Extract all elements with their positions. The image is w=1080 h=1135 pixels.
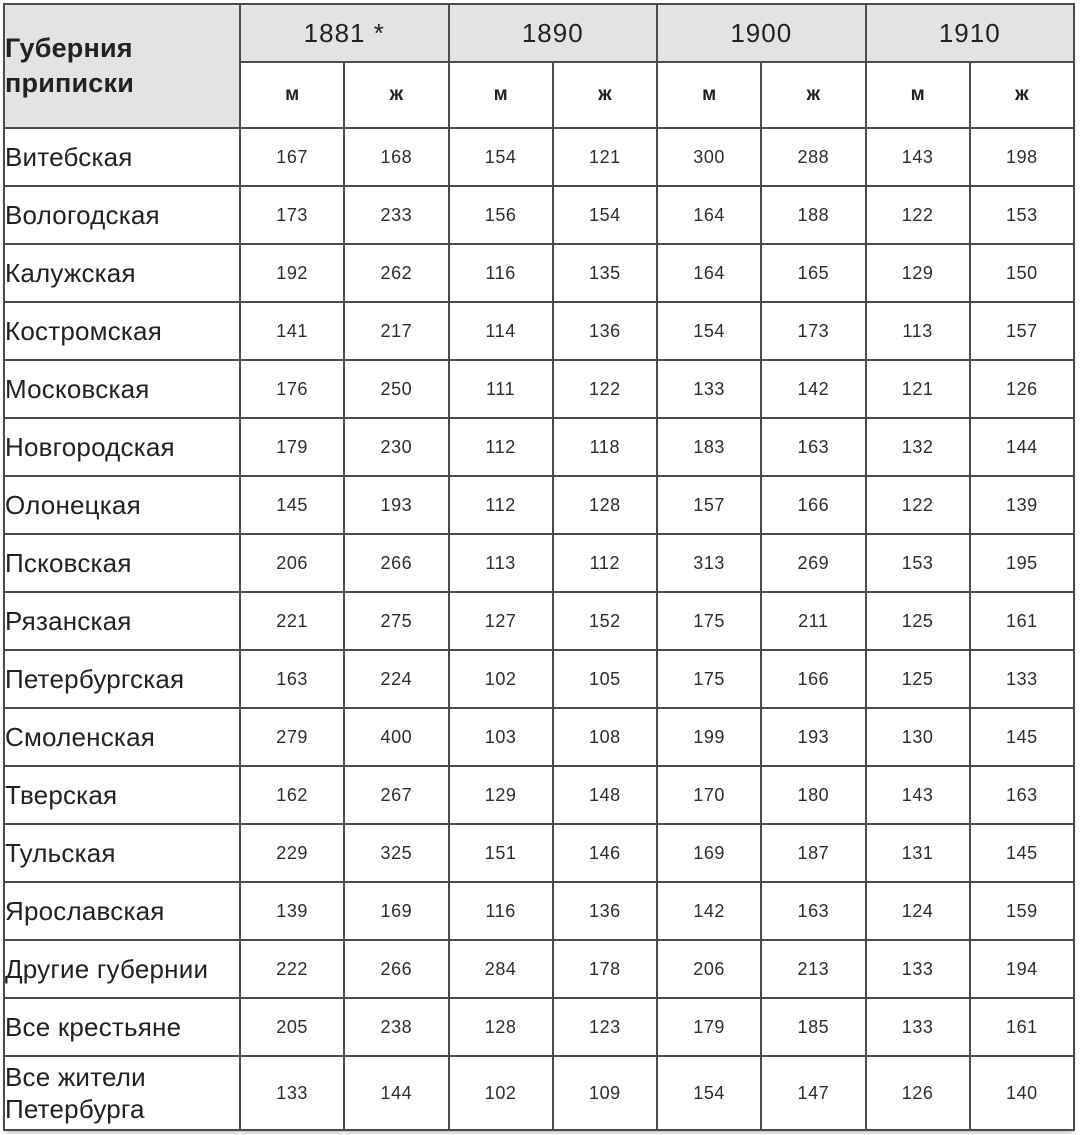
value-cell: 325 [344,824,448,882]
table-row [4,940,1074,998]
value-cell: 163 [970,766,1074,824]
value-cell: 206 [240,534,344,592]
value-cell: 193 [761,708,865,766]
table-row [4,302,1074,360]
value-cell: 102 [449,1056,553,1130]
value-cell: 211 [761,592,865,650]
value-cell: 143 [866,128,970,186]
guberniya-statistics-table [3,3,1075,1131]
value-cell: 205 [240,998,344,1056]
value-cell: 153 [970,186,1074,244]
year-header-1890: 1890 [449,4,658,62]
table-row [4,418,1074,476]
value-cell: 111 [449,360,553,418]
subheader-male-1910: м [866,62,970,128]
value-cell: 145 [970,708,1074,766]
value-cell: 166 [761,650,865,708]
value-cell: 206 [657,940,761,998]
value-cell: 193 [344,476,448,534]
value-cell: 198 [970,128,1074,186]
value-cell: 175 [657,592,761,650]
value-cell: 179 [657,998,761,1056]
value-cell: 153 [866,534,970,592]
value-cell: 112 [553,534,657,592]
value-cell: 157 [657,476,761,534]
value-cell: 288 [761,128,865,186]
row-label: Витебская [4,128,240,186]
value-cell: 250 [344,360,448,418]
value-cell: 194 [970,940,1074,998]
value-cell: 105 [553,650,657,708]
value-cell: 199 [657,708,761,766]
value-cell: 266 [344,534,448,592]
value-cell: 129 [866,244,970,302]
table-body [4,128,1074,1130]
row-label: Костромская [4,302,240,360]
table-row [4,766,1074,824]
value-cell: 195 [970,534,1074,592]
value-cell: 113 [449,534,553,592]
value-cell: 112 [449,418,553,476]
row-label: Смоленская [4,708,240,766]
value-cell: 157 [970,302,1074,360]
value-cell: 224 [344,650,448,708]
value-cell: 133 [866,998,970,1056]
value-cell: 173 [761,302,865,360]
value-cell: 135 [553,244,657,302]
value-cell: 129 [449,766,553,824]
value-cell: 161 [970,592,1074,650]
value-cell: 279 [240,708,344,766]
year-header-1900: 1900 [657,4,866,62]
row-label: Калужская [4,244,240,302]
value-cell: 161 [970,998,1074,1056]
value-cell: 217 [344,302,448,360]
row-label: Вологодская [4,186,240,244]
value-cell: 269 [761,534,865,592]
subheader-male-1900: м [657,62,761,128]
table-row [4,476,1074,534]
row-label: Псковская [4,534,240,592]
value-cell: 176 [240,360,344,418]
value-cell: 122 [553,360,657,418]
value-cell: 145 [240,476,344,534]
subheader-female-1890: ж [553,62,657,128]
table-row [4,360,1074,418]
value-cell: 154 [449,128,553,186]
value-cell: 165 [761,244,865,302]
value-cell: 147 [761,1056,865,1130]
value-cell: 185 [761,998,865,1056]
table-row [4,708,1074,766]
row-label: Рязанская [4,592,240,650]
value-cell: 142 [761,360,865,418]
value-cell: 136 [553,302,657,360]
row-label: Новгородская [4,418,240,476]
value-cell: 169 [344,882,448,940]
value-cell: 164 [657,244,761,302]
value-cell: 126 [866,1056,970,1130]
table-row [4,824,1074,882]
value-cell: 300 [657,128,761,186]
value-cell: 192 [240,244,344,302]
value-cell: 124 [866,882,970,940]
row-label: Петербургская [4,650,240,708]
row-label: Олонецкая [4,476,240,534]
value-cell: 128 [449,998,553,1056]
value-cell: 133 [240,1056,344,1130]
value-cell: 180 [761,766,865,824]
value-cell: 139 [240,882,344,940]
value-cell: 108 [553,708,657,766]
value-cell: 113 [866,302,970,360]
value-cell: 151 [449,824,553,882]
value-cell: 178 [553,940,657,998]
value-cell: 103 [449,708,553,766]
value-cell: 183 [657,418,761,476]
value-cell: 142 [657,882,761,940]
value-cell: 122 [866,186,970,244]
value-cell: 122 [866,476,970,534]
value-cell: 145 [970,824,1074,882]
value-cell: 148 [553,766,657,824]
value-cell: 154 [657,302,761,360]
row-label: Ярославская [4,882,240,940]
table-header [4,4,1074,128]
value-cell: 116 [449,882,553,940]
value-cell: 162 [240,766,344,824]
table-row [4,998,1074,1056]
value-cell: 127 [449,592,553,650]
value-cell: 229 [240,824,344,882]
value-cell: 131 [866,824,970,882]
header-year-row [4,4,1074,62]
value-cell: 230 [344,418,448,476]
value-cell: 166 [761,476,865,534]
value-cell: 112 [449,476,553,534]
table-row [4,534,1074,592]
value-cell: 275 [344,592,448,650]
value-cell: 154 [553,186,657,244]
value-cell: 267 [344,766,448,824]
value-cell: 154 [657,1056,761,1130]
value-cell: 123 [553,998,657,1056]
value-cell: 102 [449,650,553,708]
year-header-1881: 1881 * [240,4,449,62]
row-label: Все крестьяне [4,998,240,1056]
value-cell: 400 [344,708,448,766]
value-cell: 179 [240,418,344,476]
value-cell: 222 [240,940,344,998]
value-cell: 169 [657,824,761,882]
table-row [4,186,1074,244]
value-cell: 213 [761,940,865,998]
value-cell: 173 [240,186,344,244]
value-cell: 128 [553,476,657,534]
subheader-female-1910: ж [970,62,1074,128]
value-cell: 221 [240,592,344,650]
value-cell: 144 [970,418,1074,476]
value-cell: 163 [761,882,865,940]
value-cell: 125 [866,592,970,650]
subheader-female-1900: ж [761,62,865,128]
value-cell: 133 [970,650,1074,708]
value-cell: 121 [866,360,970,418]
year-header-1910: 1910 [866,4,1075,62]
row-label: Тверская [4,766,240,824]
value-cell: 167 [240,128,344,186]
value-cell: 118 [553,418,657,476]
value-cell: 163 [240,650,344,708]
row-label: Московская [4,360,240,418]
row-label: Все жители Петербурга [4,1056,240,1130]
value-cell: 109 [553,1056,657,1130]
subheader-male-1881: м [240,62,344,128]
value-cell: 150 [970,244,1074,302]
value-cell: 170 [657,766,761,824]
row-header-title: Губерния приписки [4,4,240,128]
value-cell: 126 [970,360,1074,418]
row-label: Тульская [4,824,240,882]
value-cell: 163 [761,418,865,476]
value-cell: 143 [866,766,970,824]
value-cell: 116 [449,244,553,302]
value-cell: 139 [970,476,1074,534]
table-row [4,1056,1074,1130]
table-row [4,882,1074,940]
table-row [4,650,1074,708]
value-cell: 262 [344,244,448,302]
value-cell: 159 [970,882,1074,940]
value-cell: 130 [866,708,970,766]
value-cell: 266 [344,940,448,998]
value-cell: 132 [866,418,970,476]
table-row [4,592,1074,650]
value-cell: 187 [761,824,865,882]
value-cell: 164 [657,186,761,244]
value-cell: 140 [970,1056,1074,1130]
table-row [4,128,1074,186]
value-cell: 188 [761,186,865,244]
subheader-male-1890: м [449,62,553,128]
value-cell: 114 [449,302,553,360]
row-label: Другие губернии [4,940,240,998]
value-cell: 156 [449,186,553,244]
value-cell: 141 [240,302,344,360]
value-cell: 233 [344,186,448,244]
value-cell: 136 [553,882,657,940]
value-cell: 175 [657,650,761,708]
value-cell: 144 [344,1056,448,1130]
value-cell: 146 [553,824,657,882]
value-cell: 152 [553,592,657,650]
subheader-female-1881: ж [344,62,448,128]
value-cell: 238 [344,998,448,1056]
value-cell: 121 [553,128,657,186]
table-row [4,244,1074,302]
value-cell: 313 [657,534,761,592]
value-cell: 284 [449,940,553,998]
value-cell: 168 [344,128,448,186]
value-cell: 133 [657,360,761,418]
value-cell: 133 [866,940,970,998]
value-cell: 125 [866,650,970,708]
